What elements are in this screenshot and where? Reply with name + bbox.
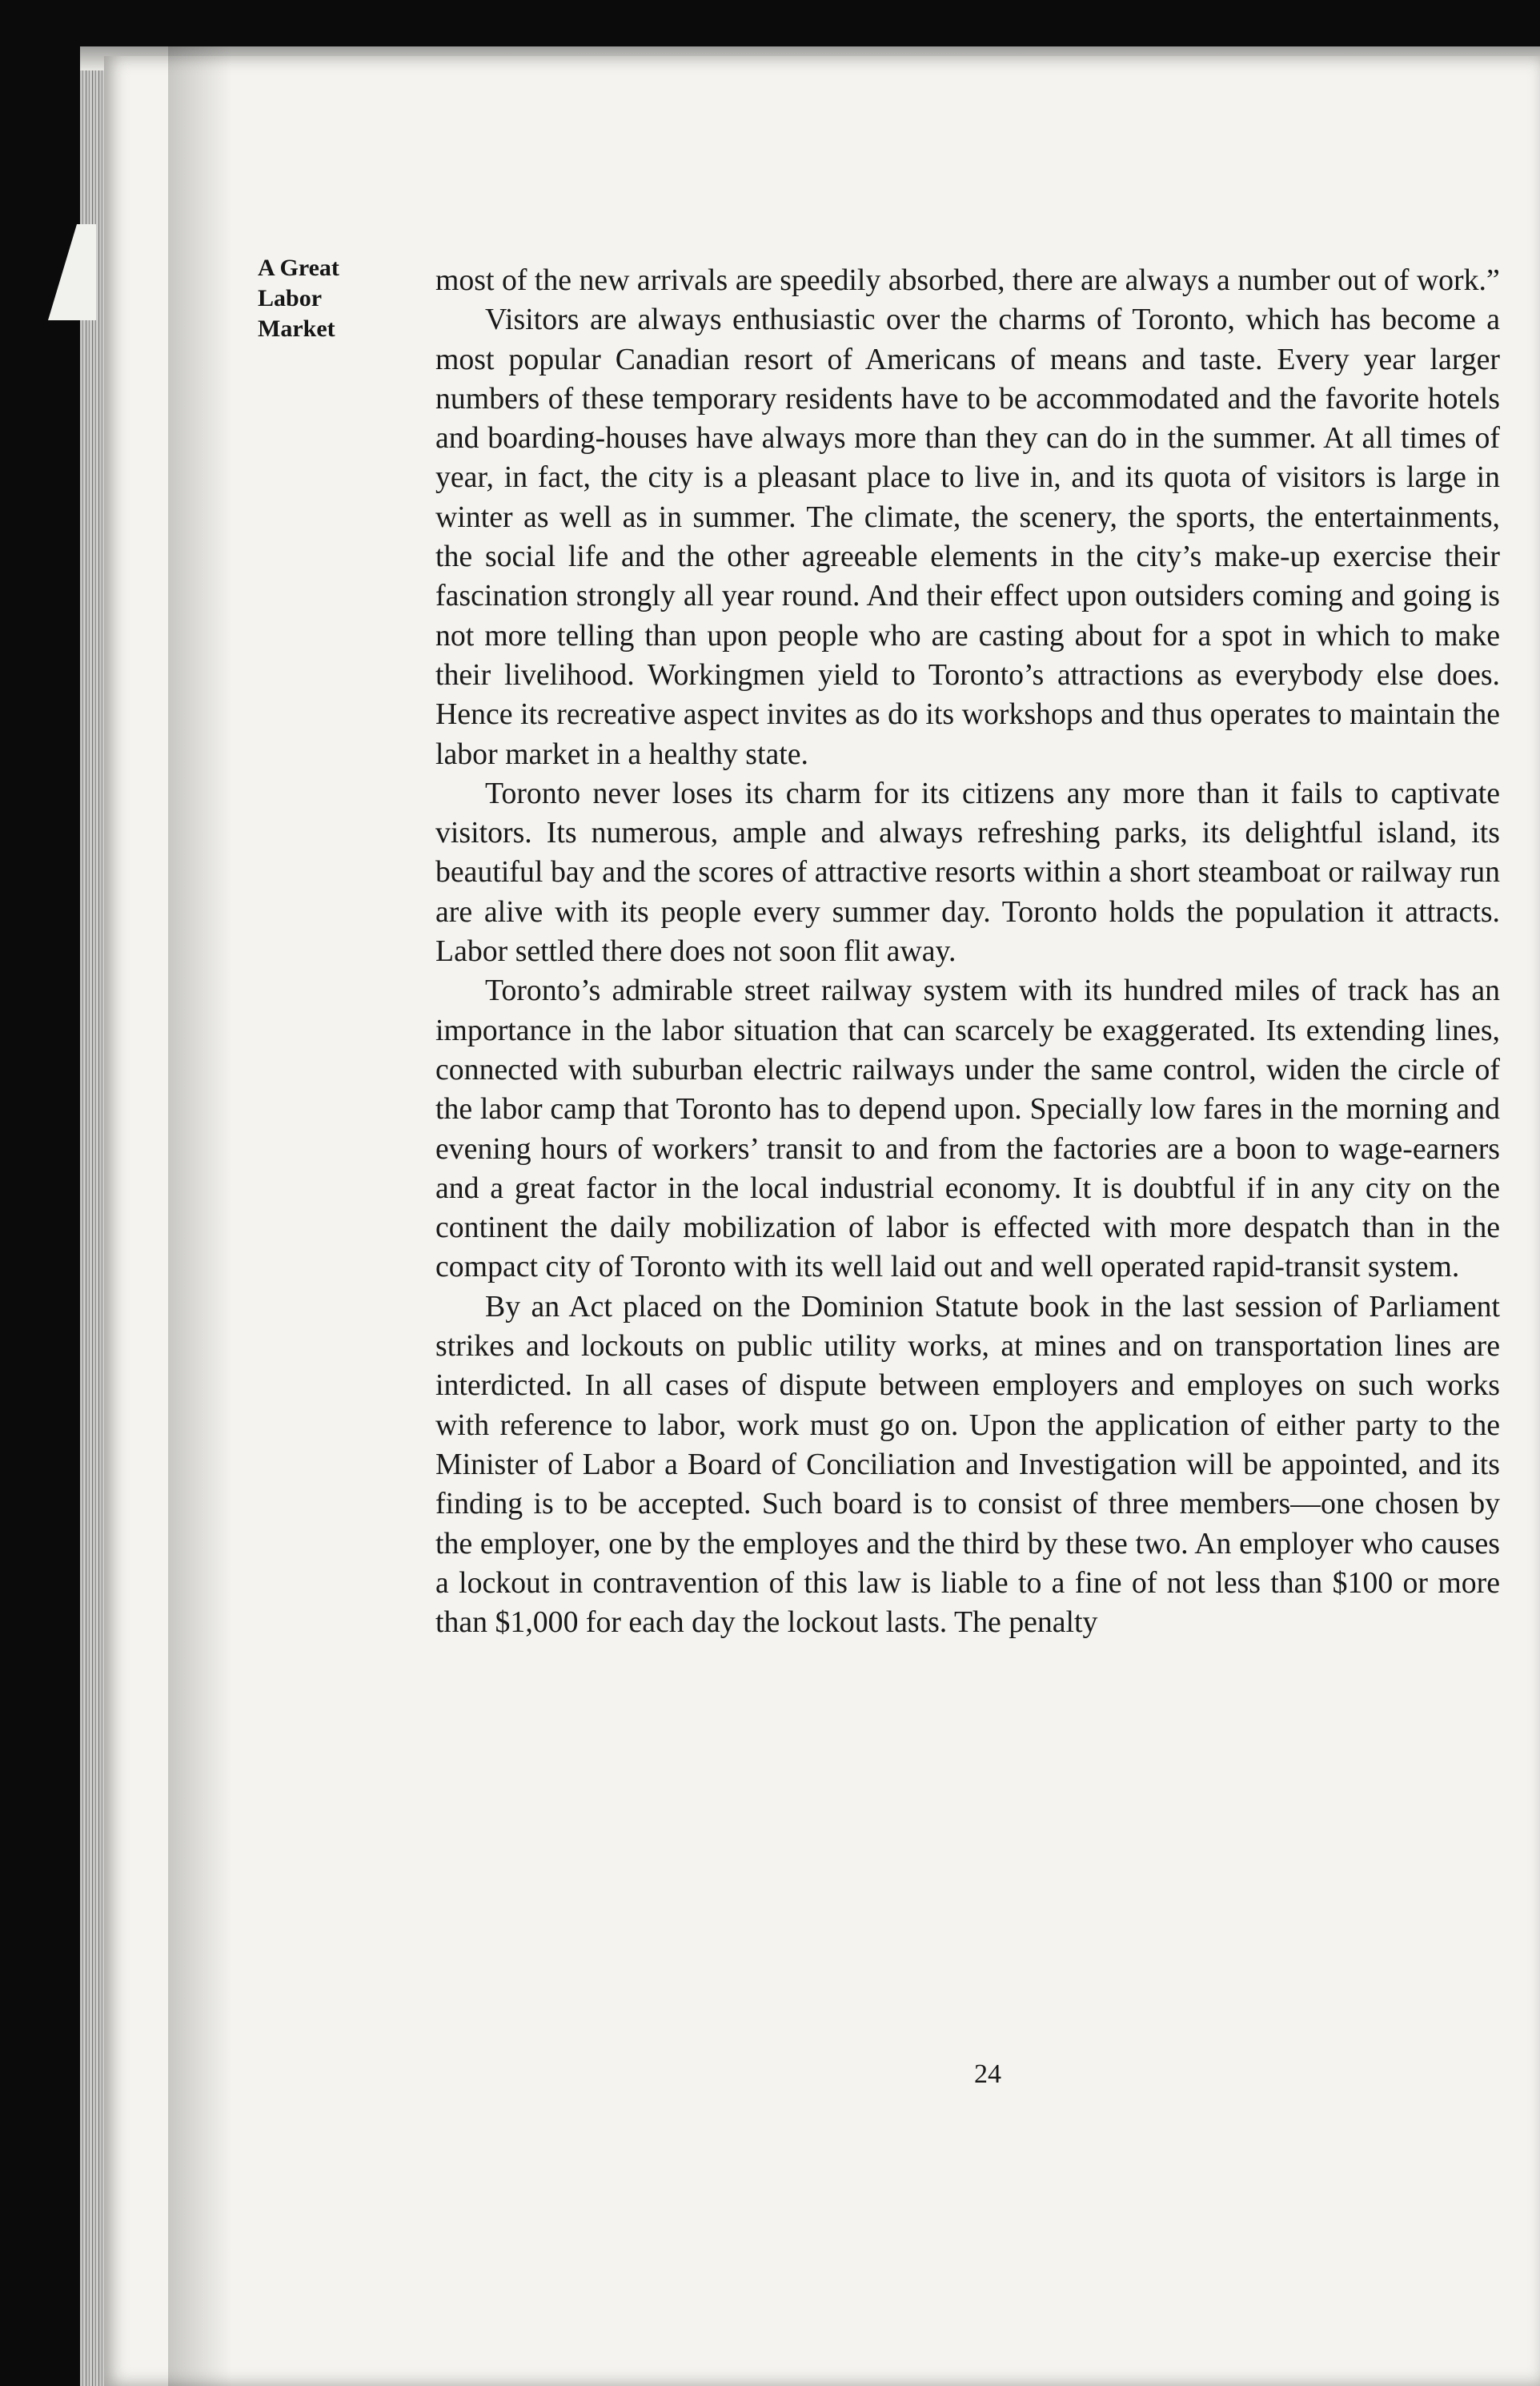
spine-tab xyxy=(48,224,96,320)
paragraph: By an Act placed on the Dominion Statute book in the last session of Parliament strikes and lockouts on public utility works, at mines and on transportation lines are interdicted. In all cases of dispute between employers and employes on such works with reference to labor, work must go on. Upon the application of either party to the Minister of Labor a Board of Conciliation and Investigation will be appointed, and its finding is to be accepted. Such board is to consist of three members—one chosen by the employer, one by the employes and the third by these two. An employer who causes a lockout in contravention of this law is liable to a fine of not less than $100 or more than $1,000 for each day the lockout lasts. The penalty xyxy=(435,1289,1500,1640)
margin-heading-line: A Great xyxy=(258,255,339,281)
paragraph: Visitors are always enthusiastic over the charms of Toronto, which has become a most popular Canadian resort of Americans of means and taste. Every year larger numbers of these temporary residents have to be accommodated and the favorite hotels and boarding-houses have always more than they can do in the summer. At all times of year, in fact, the city is a pleasant place to live in, and its quota of visitors is large in winter as well as in summer. The climate, the scenery, the sports, the entertainments, the social life and the other agreeable elements in the city’s make-up exercise their fascination strongly all year round. And their effect upon outsiders coming and going is not more telling than upon people who are casting about for a spot in which to make their livelihood. Workingmen yield to Toronto’s attractions as everybody else does. Hence its recreative aspect invites as do its workshops and thus operates to maintain the labor market in a healthy state. xyxy=(435,303,1500,771)
page-number-row xyxy=(0,2059,1540,2090)
paragraph: most of the new arrivals are speedily absorbed, there are always a number out of work.” xyxy=(435,263,1500,297)
paragraph: Toronto never loses its charm for its citizens any more than it fails to captivate visitors. Its numerous, ample and always refreshing parks, its delightful island, its beautiful bay and the scores of attractive resorts within a short steamboat or railway run are alive with its people every summer day. Toronto holds the population it attracts. Labor settled there does not soon flit away. xyxy=(435,776,1500,969)
paragraph: Toronto’s admirable street railway system with its hundred miles of track has an importance in the labor situation that can scarcely be exaggerated. Its extending lines, connected with suburban electric railways under the same control, widen the circle of the labor camp that Toronto has to depend upon. Specially low fares in the morning and evening hours of workers’ transit to and from the factories are a boon to wage-earners and a great factor in the local industrial economy. It is doubtful if in any city on the continent the daily mobilization of labor is effected with more despatch than in the compact city of Toronto with its well laid out and well operated rapid-transit system. xyxy=(435,974,1500,1284)
margin-heading xyxy=(258,253,418,344)
margin-heading-line: Labor xyxy=(258,285,323,311)
body-text xyxy=(435,261,1500,1642)
gutter-shadow xyxy=(168,46,232,2386)
margin-heading-line: Market xyxy=(258,315,335,342)
page-number: 24 xyxy=(974,2059,1001,2089)
